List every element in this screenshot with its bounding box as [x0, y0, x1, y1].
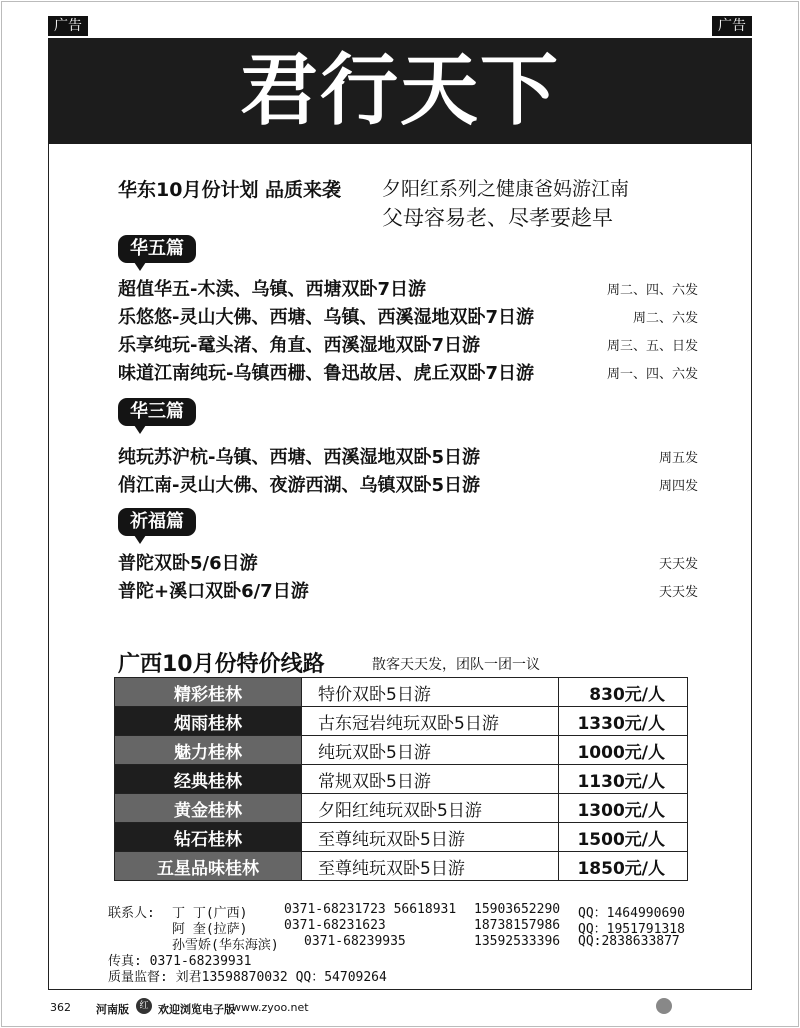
- contact-phone: 0371-68231723 56618931: [284, 902, 457, 917]
- contact-name: 阿 奎(拉萨): [172, 922, 248, 937]
- route-name-cell: 五星品味桂林: [115, 852, 302, 881]
- route-days: 周一、四、六发: [606, 367, 698, 382]
- route-name-cell: 钻石桂林: [115, 823, 302, 852]
- footer-slogan: 欢迎浏览电子版: [158, 1003, 235, 1016]
- route-days: 周五发: [658, 451, 698, 466]
- price-row: [115, 678, 688, 707]
- contact-qq: QQ:2838633877: [578, 934, 680, 949]
- headline-right-line2: 父母容易老、尽孝要趁早: [382, 206, 613, 230]
- route-item: 普陀双卧5/6日游: [118, 553, 258, 574]
- trip-cell: 夕阳红纯玩双卧5日游: [302, 794, 559, 823]
- contact-name: 丁 丁(广西): [172, 906, 248, 921]
- price-cell: 1500元/人: [559, 823, 688, 852]
- price-table: [114, 677, 688, 881]
- guangxi-title: 广西10月份特价线路: [118, 652, 325, 677]
- route-days: 周二、四、六发: [606, 283, 698, 298]
- price-row: [115, 765, 688, 794]
- price-row: [115, 736, 688, 765]
- price-row: [115, 852, 688, 881]
- title-banner: [48, 38, 752, 144]
- price-cell: 1000元/人: [559, 736, 688, 765]
- headline-right-line1: 夕阳红系列之健康爸妈游江南: [382, 178, 630, 200]
- route-item: 乐享纯玩-鼋头渚、角直、西溪湿地双卧7日游: [118, 335, 480, 356]
- contact-mobile: 18738157986: [474, 918, 561, 933]
- route-name-cell: 经典桂林: [115, 765, 302, 794]
- route-item: 味道江南纯玩-乌镇西栅、鲁迅故居、虎丘双卧7日游: [118, 363, 534, 384]
- route-name-cell: 黄金桂林: [115, 794, 302, 823]
- trip-cell: 纯玩双卧5日游: [302, 736, 559, 765]
- quality-supervisor: 质量监督: 刘君13598870032 QQ：54709264: [108, 970, 387, 985]
- trip-cell: 常规双卧5日游: [302, 765, 559, 794]
- guangxi-subtitle: 散客天天发，团队一团一议: [372, 657, 540, 673]
- price-cell: 1330元/人: [559, 707, 688, 736]
- trip-cell: 特价双卧5日游: [302, 678, 559, 707]
- route-name-cell: 精彩桂林: [115, 678, 302, 707]
- route-item: 超值华五-木渎、乌镇、西塘双卧7日游: [118, 279, 426, 300]
- contact-mobile: 13592533396: [474, 934, 561, 949]
- contacts-label: 联系人:: [108, 906, 155, 921]
- headline-left: 华东10月份计划 品质来袭: [118, 179, 342, 201]
- section-tag-qifu: 祈福篇: [118, 508, 196, 536]
- edition-label: 河南版: [96, 1003, 129, 1016]
- price-cell: 1130元/人: [559, 765, 688, 794]
- route-days: 天天发: [658, 557, 698, 572]
- contact-phone: 0371-68239935: [304, 934, 406, 949]
- ad-label-left: 广告: [48, 16, 88, 36]
- trip-cell: 古东冠岩纯玩双卧5日游: [302, 707, 559, 736]
- price-row: [115, 794, 688, 823]
- contact-qq: QQ：1464990690: [578, 906, 685, 921]
- section-tag-huawu: 华五篇: [118, 235, 196, 263]
- price-row: [115, 823, 688, 852]
- route-name-cell: 烟雨桂林: [115, 707, 302, 736]
- page-marker-dot-icon: [656, 998, 672, 1014]
- route-days: 周二、六发: [632, 311, 698, 326]
- section-tag-husan: 华三篇: [118, 398, 196, 426]
- contact-name: 孙雪娇(华东海滨): [172, 938, 279, 953]
- price-cell: 1300元/人: [559, 794, 688, 823]
- price-row: [115, 707, 688, 736]
- contact-mobile: 15903652290: [474, 902, 561, 917]
- banner-title: 君行天下: [239, 46, 560, 136]
- page-number: 362: [50, 1001, 71, 1014]
- contact-qq: QQ：1951791318: [578, 922, 685, 937]
- contact-phone: 0371-68231623: [284, 918, 386, 933]
- fax: 传真: 0371-68239931: [108, 954, 252, 969]
- newspaper-logo-icon: 红: [136, 998, 152, 1014]
- route-item: 乐悠悠-灵山大佛、西塘、乌镇、西溪湿地双卧7日游: [118, 307, 534, 328]
- trip-cell: 至尊纯玩双卧5日游: [302, 852, 559, 881]
- route-item: 普陀+溪口双卧6/7日游: [118, 581, 309, 602]
- ad-label-right: 广告: [712, 16, 752, 36]
- footer-site-link[interactable]: www.zyoo.net: [232, 1001, 309, 1014]
- trip-cell: 至尊纯玩双卧5日游: [302, 823, 559, 852]
- route-days: 周四发: [658, 479, 698, 494]
- route-item: 纯玩苏沪杭-乌镇、西塘、西溪湿地双卧5日游: [118, 447, 480, 468]
- price-cell: 830元/人: [559, 678, 688, 707]
- route-name-cell: 魅力桂林: [115, 736, 302, 765]
- price-cell: 1850元/人: [559, 852, 688, 881]
- route-days: 周三、五、日发: [606, 339, 698, 354]
- route-item: 俏江南-灵山大佛、夜游西湖、乌镇双卧5日游: [118, 475, 480, 496]
- route-days: 天天发: [658, 585, 698, 600]
